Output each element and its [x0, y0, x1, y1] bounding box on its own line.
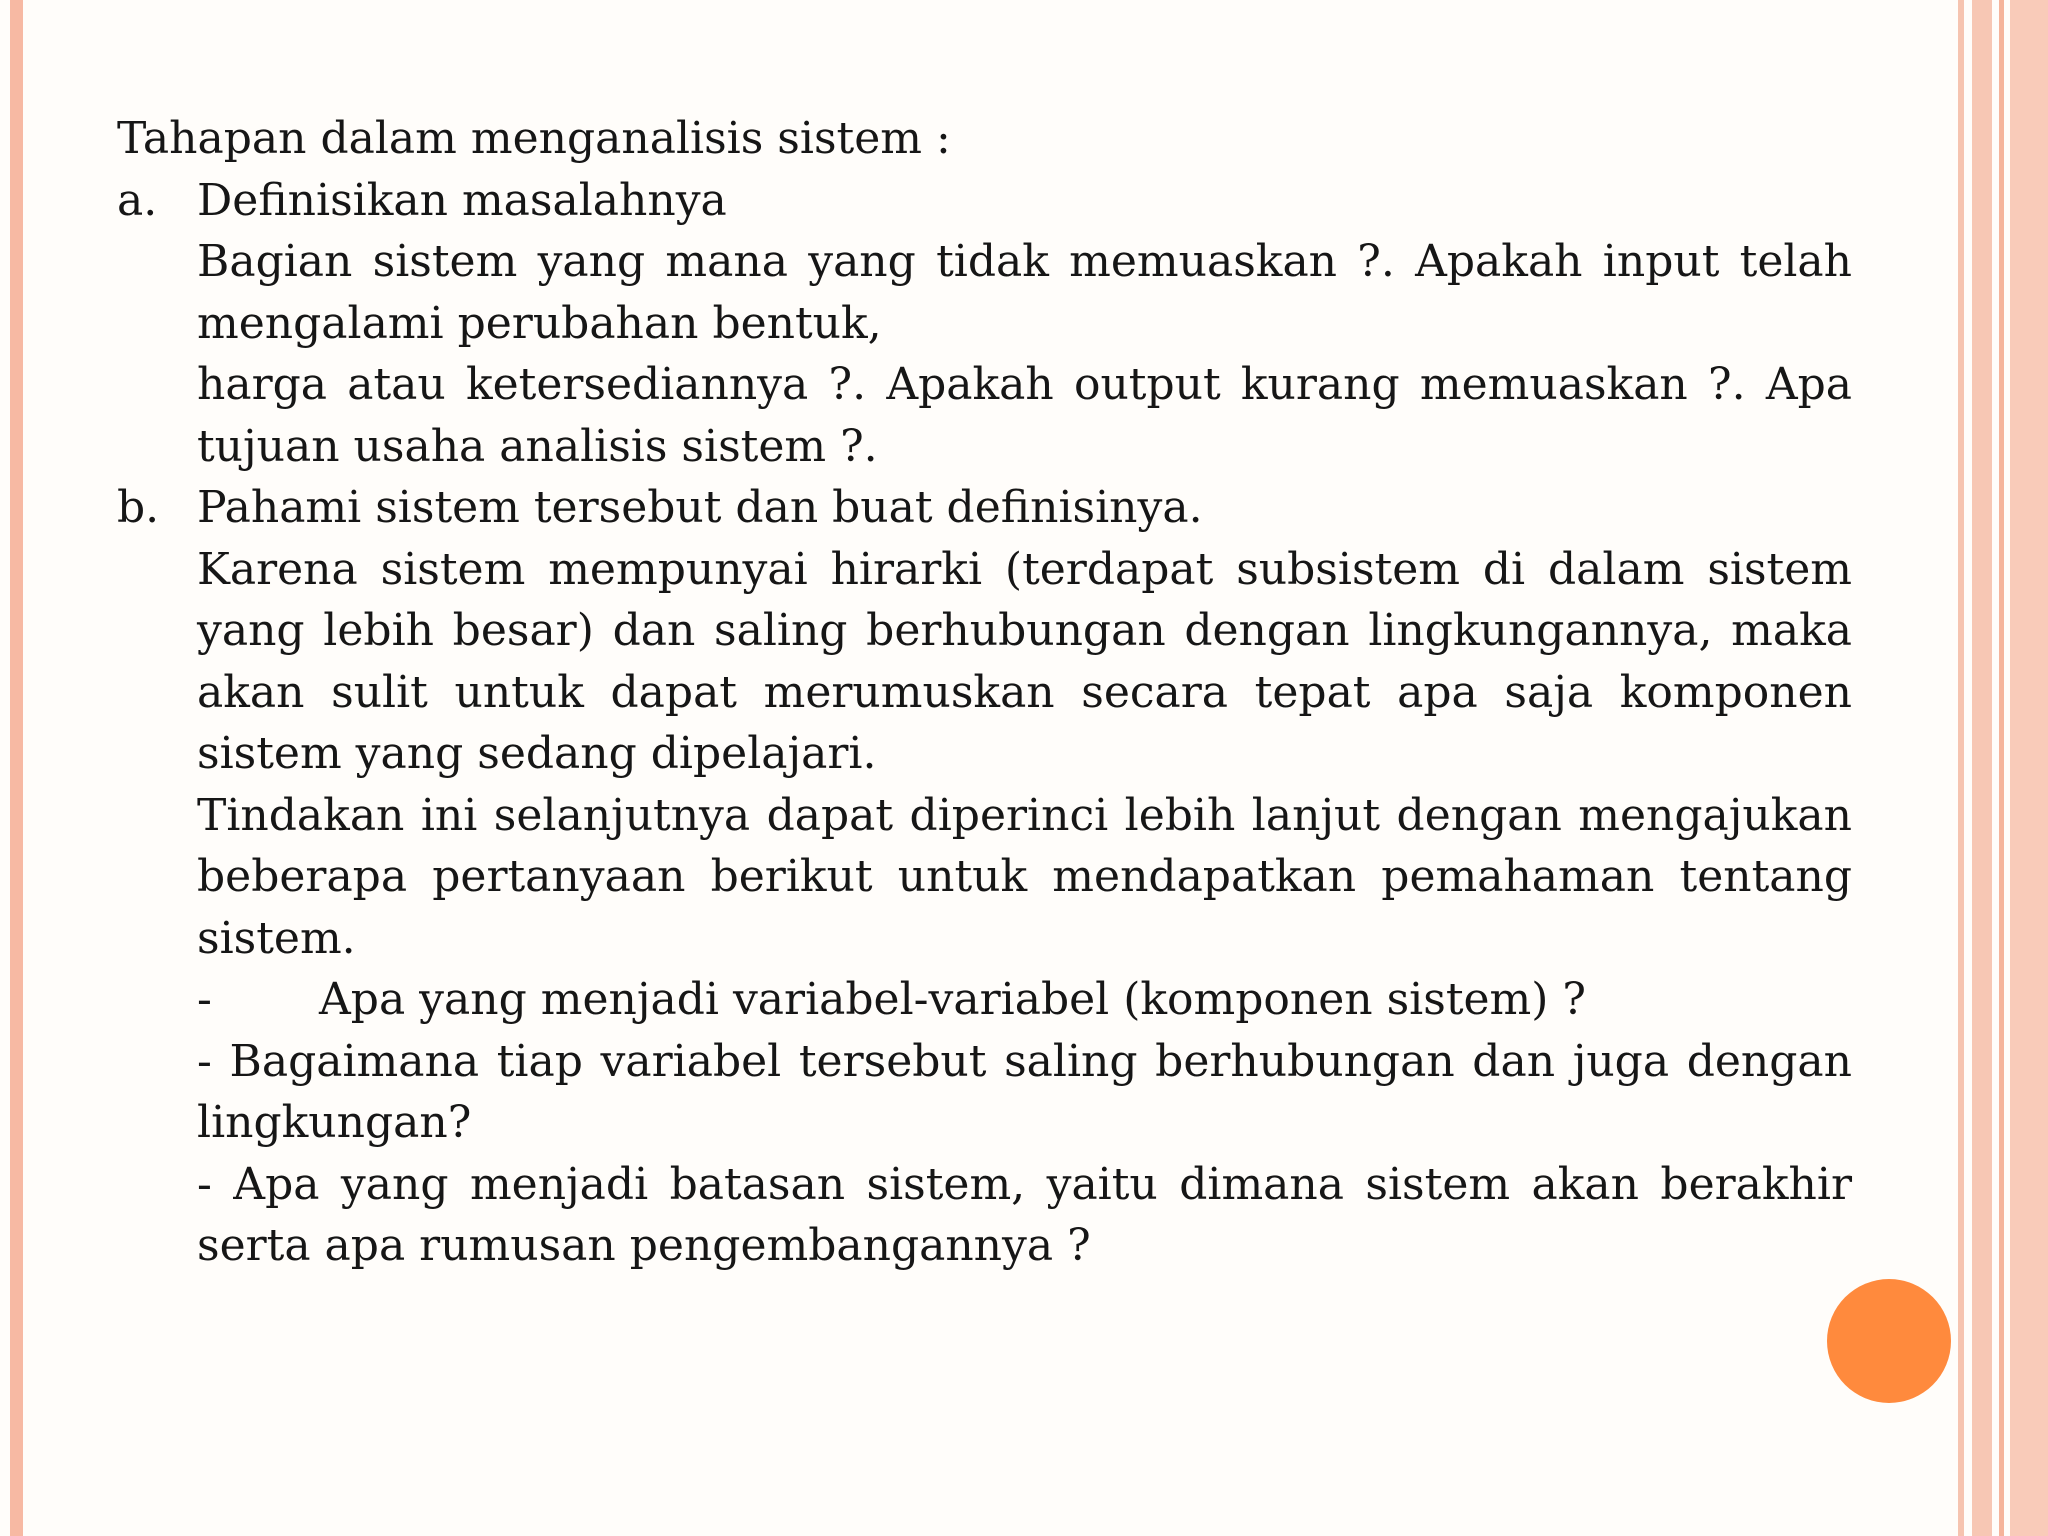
list-item-title: Pahami sistem tersebut dan buat definisinya.: [197, 482, 1203, 533]
question-item: - Bagaimana tiap variabel tersebut saling berhubungan dan juga dengan lingkungan?: [197, 1035, 1852, 1148]
orange-circle-decoration: [1827, 1279, 1951, 1403]
list-item-a: [117, 170, 1852, 478]
question-item: [197, 969, 1852, 1031]
slide-body: [117, 108, 1852, 1277]
right-border-stripe: [1972, 0, 1992, 1536]
list-item-title: Definisikan masalahnya: [197, 174, 727, 226]
paragraph: Tindakan ini selanjutnya dapat diperinci lebih lanjut dengan mengajukan beberapa pertanyaan berikut untuk mendapatkan pemahaman tentang sistem.: [197, 789, 1852, 964]
bullet-dash: -: [197, 974, 212, 1025]
question-text: Apa yang menjadi variabel-variabel (komponen sistem) ?: [319, 974, 1587, 1025]
list-marker: b.: [117, 482, 160, 533]
list-marker: a.: [117, 174, 158, 226]
right-border-stripe: [1999, 0, 2004, 1536]
right-border-stripe: [2010, 0, 2048, 1536]
paragraph: Karena sistem mempunyai hirarki (terdapat subsistem di dalam sistem yang lebih besar) dan saling berhubungan dengan lingkungannya, maka akan sulit untuk dapat merumuskan secara tepat apa saja komponen sistem yang sedang dipelajari.: [197, 543, 1852, 779]
paragraph: harga atau ketersediannya ?. Apakah output kurang memuaskan ?. Apa tujuan usaha analisis sistem ?.: [197, 359, 1852, 472]
right-border-stripe: [1958, 0, 1964, 1536]
paragraph: Bagian sistem yang mana yang tidak memuaskan ?. Apakah input telah mengalami perubahan bentuk,: [197, 236, 1852, 349]
question-item: - Apa yang menjadi batasan sistem, yaitu dimana sistem akan berakhir serta apa rumusan pengembangannya ?: [197, 1158, 1852, 1271]
left-border-bar: [10, 0, 23, 1536]
slide-heading: Tahapan dalam menganalisis sistem :: [117, 113, 951, 164]
list-item-b: [117, 477, 1852, 1277]
